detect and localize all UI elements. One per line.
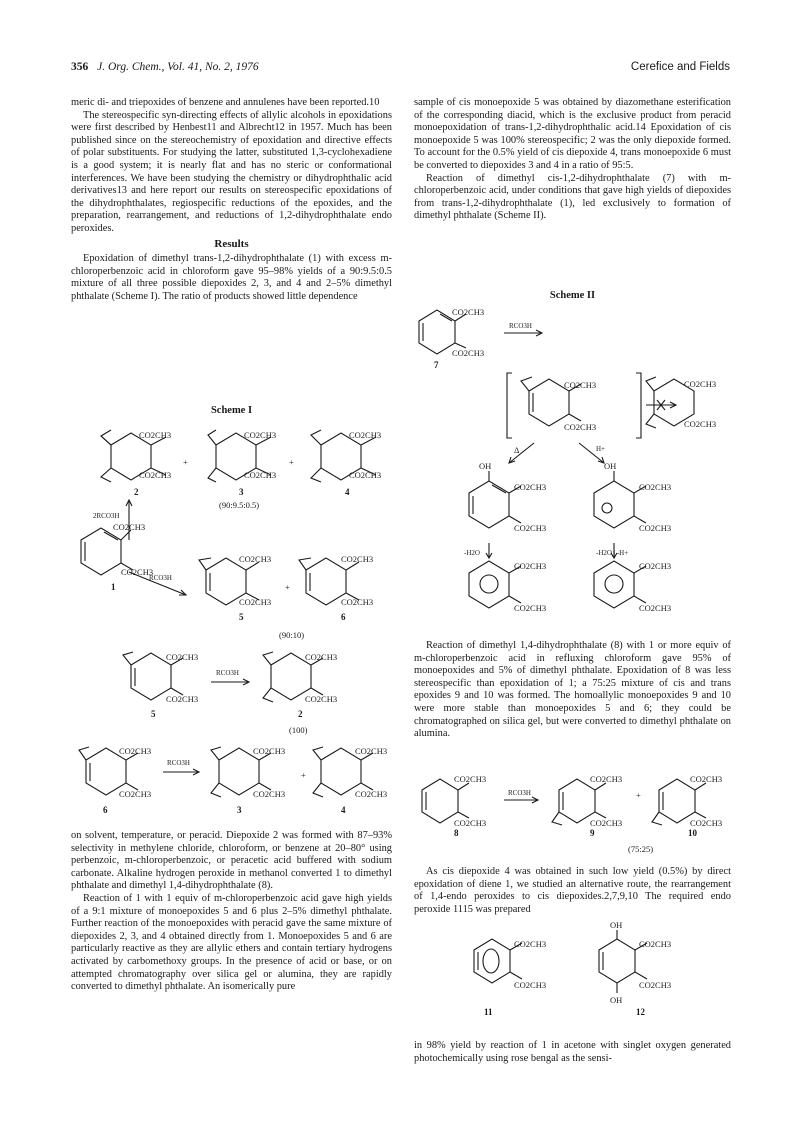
scheme2-co2ch3-b: CO2CH3 [452, 348, 485, 358]
scheme1-co2ch3-t: CO2CH3 [253, 789, 286, 799]
left-paragraph-5: Reaction of 1 with 1 equiv of m-chloroperbenzoic acid gave high yields of a 9:1 mixture of monoepoxides 5 and 6 plus 2–5% dimethyl phthalate. Further reaction of the monoepoxides with peracid gave the same mixture of diepoxides 2, 3, and 4 obtained directly from 1. Monoepoxides 5 and 6 are particularly reactive as they are allylic ethers and contain tertiary hydrogens activated by carbomethoxy groups. In the presence of acid or base, or on attempted chromatography over silica gel or alumina, they are rapidly converted to dimethyl phthalate. An isomerically pure [71, 892, 392, 993]
scheme1-co2ch3-o: CO2CH3 [305, 652, 338, 662]
running-header-left [71, 61, 259, 73]
scheme1-co2ch3-d: CO2CH3 [244, 470, 277, 480]
scheme1-co2ch3-j: CO2CH3 [239, 597, 272, 607]
scheme1-plus-c: + [285, 582, 290, 592]
scheme4-oh-a: OH [610, 920, 623, 930]
scheme4-co2ch3-a: CO2CH3 [514, 939, 547, 949]
scheme1-plus-d: + [301, 770, 306, 780]
compound-label-6a: 6 [341, 612, 346, 622]
scheme-1-title: Scheme I [210, 405, 253, 416]
scheme1-co2ch3-g: CO2CH3 [113, 522, 146, 532]
left-paragraph-4: on solvent, temperature, or peracid. Diepoxide 2 was formed with 87–93% selectivity in methylene chloride, chloroform, or benzene at 20–80° using perbenzoic, m-chloroperbenzoic, or peracetic acid buffered with sodium carbonate. Alkaline hydrogen peroxide in methanol converted 1 to dimethyl phthalate and dimethyl 1,4-dihydrophthalate (8). [71, 830, 392, 892]
right-paragraph-4: As cis diepoxide 4 was obtained in such low yield (0.5%) by direct epoxidation of diene 1, we studied an alternative route, the rearrangement of 1,4-endo peroxides to cis diepoxides.2,7,9,10 The required endo peroxide 1115 was prepared [414, 866, 731, 915]
right-paragraph-5: in 98% yield by reaction of 1 in acetone with singlet oxygen generated photochemically using rose bengal as the sensi- [414, 1040, 731, 1064]
scheme3-co2ch3-d: CO2CH3 [590, 818, 623, 828]
journal-citation: J. Org. Chem., Vol. 41, No. 2, 1976 [97, 61, 259, 73]
scheme1-plus-a: + [183, 457, 188, 467]
scheme3-co2ch3-c: CO2CH3 [590, 774, 623, 784]
scheme-2-title: Scheme II [549, 290, 596, 301]
left-paragraph-2: The stereospecific syn-directing effects of allylic alcohols in epoxidations were first described by Henbest11 and Albrecht12 in 1957. Much has been published since on the stereochemistry of epoxidation and directive effects of polar substituents. For studying the latter, substituted 1,3-cyclohexadiene is a good system; it is nearly flat and has no steric or conformational interferences. We have been studying the chemistry or dihydrophthalic acid derivatives13 and here report our results on stereospecific epoxidations of the dihydrophthalates, regiospecific reductions of the epoxides, and the preparation, rearrangement, and reductions of 1,2-dihydrophthalate endo peroxides. [71, 109, 392, 234]
scheme3-co2ch3-e: CO2CH3 [690, 774, 723, 784]
compound-label-4b: 4 [341, 805, 346, 815]
scheme4-co2ch3-c: CO2CH3 [639, 939, 672, 949]
scheme1-ratio-3: (100) [289, 725, 308, 735]
scheme1-co2ch3-i: CO2CH3 [239, 554, 272, 564]
scheme2-delta: Δ [514, 445, 520, 455]
scheme2-co2ch3-n: CO2CH3 [639, 603, 672, 613]
scheme1-co2ch3-s: CO2CH3 [253, 746, 286, 756]
scheme2-h-plus: H+ [596, 445, 606, 453]
scheme3-plus: + [636, 790, 641, 800]
right-column-top [414, 97, 731, 223]
running-header-authors: Cerefice and Fields [630, 61, 730, 73]
scheme1-reagent-2x: 2RCO3H [93, 512, 120, 520]
compound-label-3b: 3 [237, 805, 242, 815]
compound-label-6b: 6 [103, 805, 108, 815]
left-column-top [71, 97, 392, 304]
scheme1-co2ch3-k: CO2CH3 [341, 554, 374, 564]
scheme2-oh-b: OH [604, 461, 617, 471]
scheme2-oh-a: OH [479, 461, 492, 471]
compound-label-8: 8 [454, 828, 459, 838]
scheme1-co2ch3-b: CO2CH3 [139, 470, 172, 480]
right-column-bottom [414, 1040, 731, 1065]
scheme1-co2ch3-l: CO2CH3 [341, 597, 374, 607]
scheme2-minus-h2o: -H2O [464, 549, 480, 557]
results-heading: Results [214, 237, 249, 250]
scheme4-oh-b: OH [610, 995, 623, 1005]
scheme-2-figure [414, 303, 734, 628]
scheme3-co2ch3-f: CO2CH3 [690, 818, 723, 828]
scheme1-reagent-b: RCO3H [216, 669, 239, 677]
scheme1-co2ch3-m: CO2CH3 [166, 652, 199, 662]
compound-label-1: 1 [111, 582, 116, 592]
scheme2-co2ch3-d: CO2CH3 [564, 422, 597, 432]
scheme1-co2ch3-f: CO2CH3 [349, 470, 382, 480]
scheme1-co2ch3-u: CO2CH3 [355, 746, 388, 756]
scheme3-ratio: (75:25) [628, 844, 654, 854]
compound-label-9: 9 [590, 828, 595, 838]
scheme2-co2ch3-g: CO2CH3 [514, 482, 547, 492]
compound-label-10: 10 [688, 828, 697, 838]
right-column-middle [414, 640, 731, 741]
scheme-1-figure [71, 420, 396, 825]
compound-label-11: 11 [484, 1007, 493, 1017]
right-paragraph-2: Reaction of dimethyl cis-1,2-dihydrophthalate (7) with m-chloroperbenzoic acid, under conditions that gave high yields of diepoxides from trans-1,2-dihydrophthalate (1), led exclusively to formation of dimethyl phthalate (Scheme II). [414, 172, 731, 222]
right-paragraph-1: sample of cis monoepoxide 5 was obtained by diazomethane esterification of the corresponding diacid, which is the exclusive product from peracid monoepoxidation of trans-1,2-dihydrophthalic acid.14 Epoxidation of cis monoepoxide 5 was 100% stereospecific; 2 was the only diepoxide formed. To account for the 0.5% yield of cis diepoxide 4, trans monoepoxide 6 must be converted to diepoxides 3 and 4 in a ratio of 95:5. [414, 97, 731, 171]
scheme2-co2ch3-l: CO2CH3 [514, 603, 547, 613]
compound-label-12: 12 [636, 1007, 645, 1017]
scheme1-reagent-a: RCO3H [149, 574, 172, 582]
scheme4-co2ch3-d: CO2CH3 [639, 980, 672, 990]
scheme3-co2ch3-a: CO2CH3 [454, 774, 487, 784]
scheme2-co2ch3-a: CO2CH3 [452, 307, 485, 317]
compound-label-4: 4 [345, 487, 350, 497]
right-paragraph-3: Reaction of dimethyl 1,4-dihydrophthalate (8) with 1 or more equiv of m-chloroperbenzoic acid in refluxing chloroform gave 95% of monoepoxides and 5% of dimethyl phthalate. Epoxidation of 8 was less stereospecific than epoxidation of 1; a 75:25 mixture of cis and trans epoxides 9 and 10 was formed. The homoallylic monoepoxides 9 and 10 were more stable than monoepoxides 5 and 6; they could be chromatographed on silica gel, but were converted to dimethyl phthalate on alumina. [414, 640, 731, 740]
scheme1-co2ch3-h: CO2CH3 [121, 567, 154, 577]
scheme2-reagent: RCO3H [509, 322, 532, 330]
scheme1-co2ch3-r: CO2CH3 [119, 789, 152, 799]
compound-label-5b: 5 [151, 709, 156, 719]
scheme2-co2ch3-f: CO2CH3 [684, 419, 717, 429]
scheme1-co2ch3-n: CO2CH3 [166, 694, 199, 704]
left-paragraph-3: Epoxidation of dimethyl trans-1,2-dihydrophthalate (1) with excess m-chloroperbenzoic acid in chloroform gave 95–98% yields of a 90:9.5:0.5 mixture of all three possible diepoxides 2, 3, and 4 and 2–5% dimethyl phthalate (Scheme I). The ratio of products showed little dependence [71, 253, 392, 302]
compound-label-5a: 5 [239, 612, 244, 622]
scheme1-co2ch3-p: CO2CH3 [305, 694, 338, 704]
scheme1-co2ch3-v: CO2CH3 [355, 789, 388, 799]
page-number: 356 [71, 61, 89, 73]
scheme2-co2ch3-i: CO2CH3 [639, 482, 672, 492]
scheme1-plus-b: + [289, 457, 294, 467]
scheme3-reagent: RCO3H [508, 789, 531, 797]
left-paragraph-1: meric di- and triepoxides of benzene and annulenes have been reported.10 [71, 97, 380, 108]
scheme2-co2ch3-e: CO2CH3 [684, 379, 717, 389]
scheme1-co2ch3-c: CO2CH3 [244, 430, 277, 440]
scheme2-co2ch3-j: CO2CH3 [639, 523, 672, 533]
left-column-bottom [71, 830, 392, 994]
scheme1-co2ch3-e: CO2CH3 [349, 430, 382, 440]
compound-label-2b: 2 [298, 709, 303, 719]
scheme2-co2ch3-h: CO2CH3 [514, 523, 547, 533]
right-column-lower [414, 866, 731, 916]
scheme4-co2ch3-b: CO2CH3 [514, 980, 547, 990]
scheme2-co2ch3-k: CO2CH3 [514, 561, 547, 571]
scheme2-co2ch3-m: CO2CH3 [639, 561, 672, 571]
compound-label-3: 3 [239, 487, 244, 497]
scheme1-reagent-c: RCO3H [167, 759, 190, 767]
scheme3-co2ch3-b: CO2CH3 [454, 818, 487, 828]
scheme-4-figure [414, 920, 734, 1032]
scheme1-co2ch3-a: CO2CH3 [139, 430, 172, 440]
scheme2-co2ch3-c: CO2CH3 [564, 380, 597, 390]
scheme2-minus-h2o-h: -H2O | -H+ [596, 549, 629, 557]
scheme1-ratio-1: (90:9.5:0.5) [219, 500, 260, 510]
compound-label-2: 2 [134, 487, 139, 497]
compound-label-7: 7 [434, 360, 439, 370]
scheme1-co2ch3-q: CO2CH3 [119, 746, 152, 756]
scheme-3-figure [414, 768, 734, 860]
scheme1-ratio-2: (90:10) [279, 630, 305, 640]
